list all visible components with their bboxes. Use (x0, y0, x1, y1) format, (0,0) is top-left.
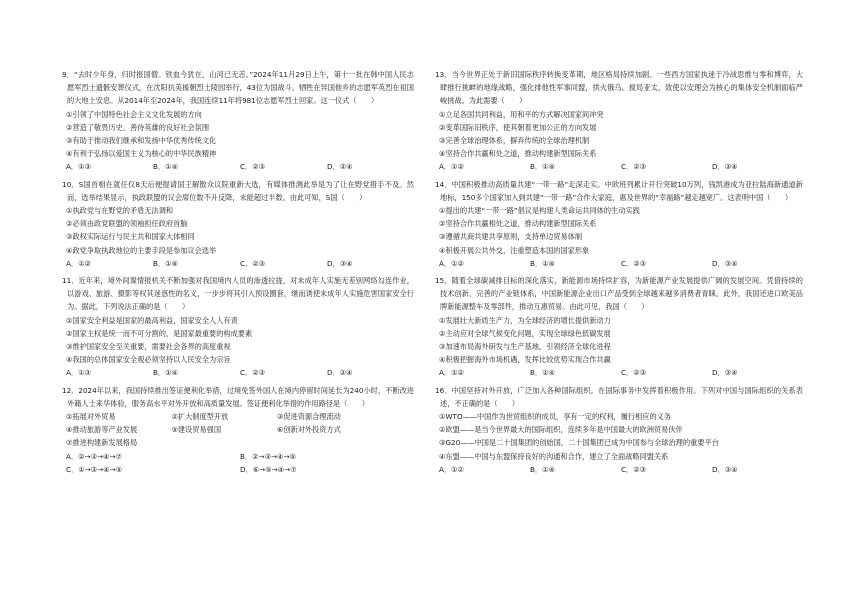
answer-choices (62, 450, 414, 476)
answer-a: A．①③ (66, 162, 91, 172)
answer-c: C．②③ (240, 368, 266, 378)
option: ⑤建设贸易强国 (171, 425, 222, 435)
question-14 (435, 178, 803, 270)
answer-choices (62, 160, 414, 173)
answer-b: B．①④ (530, 258, 556, 268)
question-10 (62, 178, 414, 270)
answer-choices (435, 463, 803, 476)
left-column (62, 68, 414, 480)
option: ①WTO——中国作为世贸组织的成员，享有一定的权利，履行相应的义务 (439, 412, 672, 422)
answer-b: B．①④ (153, 368, 179, 378)
question-stem: 15．随着全球碳减排目标的深化落实，新能源市场持续扩容，为新能源产业发展提供广阔的发展空间。凭借持续的技术创新、完善的产业链体系，中国新能源企业出口产品受到全球越来越多消费者青睐。此外，我国还进口欧美品牌新能源整车及零部件，推动互惠贸易。由此可见，我国（ ） (435, 276, 803, 312)
answer-c: C．②③ (621, 368, 647, 378)
option: ②必须由政党联盟的领袖担任政府首脑 (66, 219, 188, 229)
option: ③促进资源合理流动 (276, 412, 341, 422)
answer-d: D．③④ (712, 162, 738, 172)
answer-a: A．②→③→④→⑦ (66, 451, 122, 461)
option: ②营造了敬畏历史、善待英雄的良好社会氛围 (66, 122, 210, 132)
answer-c: C．②③ (621, 258, 647, 268)
option: ④我国的总体国家安全观必须坚持以人民安全为宗旨 (66, 355, 231, 365)
answer-c: C．②③ (240, 162, 266, 172)
answer-c: C．①→③→④→⑤ (66, 464, 123, 474)
question-stem: 13．当今世界正处于新旧国际秩序转换变革期，地区格局持续加剧。一些西方国家执迷于冷战思维与零和博弈，大肆推行挑衅的地缘战略，强化排他性军事同盟，拱火俄乌、搅局亚太，致使以安理会为核心的集体安全机制面临严峻挑战。为此需要（ ） (435, 70, 803, 106)
answer-d: D．③④ (712, 258, 738, 268)
option: ①提出的共建“一带一路”倡议是构建人类命运共同体的生动实践 (439, 206, 640, 216)
option: ④推动旅游等产业发展 (66, 425, 138, 435)
option-grid (62, 410, 414, 450)
option: ①国家安全利益是国家的最高利益，国家安全人人有责 (66, 315, 238, 325)
question-stem: 10．S国首相在就任仅8天后便提请国王解散众议院重新大选，有媒体推测此举是为了让在野党措手不及。然而，选举结果显示，执政联盟的议会席位数不升反降，未能超过半数。由此可知，S国（ ） (62, 179, 414, 202)
option: ②扩大制度型开放 (171, 412, 229, 422)
option: ②主动应对全球气候变化问题，实现全球绿色低碳发展 (439, 328, 611, 338)
option: ④积极把握海外市场机遇，发挥比较优势实现合作共赢 (439, 355, 611, 365)
answer-b: B．②→③→④→⑤ (240, 451, 296, 461)
answer-a: A．①② (439, 162, 464, 172)
option: ⑥创新对外投资方式 (276, 425, 341, 435)
answer-b: B．①④ (530, 162, 556, 172)
question-13 (435, 68, 803, 174)
option: ①发展壮大新质生产力，为全球经济的增长提供新动力 (439, 315, 611, 325)
question-12 (62, 384, 414, 476)
answer-choices (62, 366, 414, 379)
question-stem: 11．近年来，境外间谍情报机关不断加强对我国境内人员的渗透拉拢，对未成年人实施无差别网络勾连作业，以游戏、旅游、摄影等权其迷惑性的名义，一步步将其引入预设圈套，继而诱使未成年人实施危害国家安全行为。据此，下列说法正确的是（ ） (62, 276, 414, 312)
question-stem: 14．中国积极推动高质量共建“一带一路”走深走实。中欧班列累计开行突破10万列，钱凯港成为亚拉陆海新通道新地标，150多个国家加入到共建“一带一路”合作大家庭，惠及世界的“幸福路”越走越宽广。这表明中国（ ） (435, 179, 803, 202)
option: ③有助于推动我们继承和发扬中华优秀传统文化 (66, 136, 217, 146)
answer-choices (62, 257, 414, 270)
option: ③G20——中国是二十国集团的创始国，二十国集团已成为中国参与全球治理的重要平台 (439, 438, 719, 448)
option: ③遵循共商共建共享原则，支持单边贸易体制 (439, 232, 583, 242)
option: ①执政党与在野党的矛盾无法调和 (66, 206, 174, 216)
question-9 (62, 68, 414, 174)
answer-a: A．①② (439, 464, 464, 474)
answer-b: B．①④ (153, 258, 179, 268)
option: ③完善全球治理体系，摒弃传统的全球治理机制 (439, 136, 590, 146)
question-11 (62, 274, 414, 380)
option: ③维护国家安全至关重要，需要社会各界的高度重视 (66, 342, 231, 352)
right-column (435, 68, 803, 480)
answer-choices (435, 257, 803, 270)
option: ①立足各国共同利益，用和平的方式解决国家间冲突 (439, 109, 604, 119)
question-16 (435, 384, 803, 476)
option: ④东盟——中国与东盟保持良好的沟通和合作，建立了全面战略同盟关系 (439, 451, 669, 461)
answer-d: D．③④ (712, 464, 738, 474)
option: ②坚持合作共赢相处之道，推动构建新型国际关系 (439, 219, 597, 229)
question-stem: 16．中国坚持对外开放，广泛加入各种国际组织，在国际事务中发挥着积极作用。下列对中国与国际组织的关系表述，不正确的是（ ） (435, 385, 803, 408)
answer-c: C．②③ (240, 258, 266, 268)
option: ③政权实际运行与民主共和国家大体相同 (66, 232, 195, 242)
answer-a: A．①② (439, 368, 464, 378)
answer-a: A．①③ (66, 368, 91, 378)
answer-c: C．②③ (621, 464, 647, 474)
answer-a: A．①② (439, 258, 464, 268)
option: ⑦推进构建新发展格局 (66, 438, 138, 448)
option: ①引领了中国特色社会主义文化发展的方向 (66, 109, 202, 119)
option: ②欧盟——是当今世界最大的国际组织，连续多年是中国最大的欧洲贸易伙伴 (439, 425, 683, 435)
answer-d: D．③④ (712, 368, 738, 378)
answer-choices (435, 366, 803, 379)
answer-d: D．②④ (327, 368, 353, 378)
answer-b: B．①④ (530, 464, 556, 474)
option: ④有利于弘扬以爱国主义为核心的中华民族精神 (66, 149, 217, 159)
question-stem: 12．2024年以来，我国持续推出签证便利化举措，过境免签外国人在境内停留时间延长为240小时，不断改进外籍人士来华体验，服务高水平对外开放和高质量发展。签证便利化举措的作用路径是（ ） (62, 385, 414, 408)
answer-b: B．①④ (153, 162, 179, 172)
question-15 (435, 274, 803, 380)
answer-choices (435, 160, 803, 173)
option: ④积极开展公共外交，注重塑造本国的国家形象 (439, 245, 590, 255)
answer-d: D．②④ (327, 162, 353, 172)
option: ③加速布局海外研发与生产基地，引领经济全球化进程 (439, 342, 611, 352)
answer-b: B．①④ (530, 368, 556, 378)
answer-c: C．②③ (621, 162, 647, 172)
answer-d: D．③④ (327, 258, 353, 268)
option: ①拓展对外贸易 (66, 412, 116, 422)
option: ④坚持合作共赢和处之道，推动构建新型国际关系 (439, 149, 597, 159)
option: ②国家主权是统一而不可分割的，是国家最重要的构成要素 (66, 328, 253, 338)
option: ②变革国际旧秩序，使其朝着更加公正的方向发展 (439, 122, 597, 132)
question-stem: 9．“去时少年身，归时报国僧。铁血今犹在，山河已无恙。”2024年11月29日上午，第十一批在韩中国人民志愿军烈士遗骸安葬仪式，在沈阳抗美援朝烈士陵园举行，43位为国战斗、牺牲在异国他乡的志愿军英烈在祖国的大地上安息。从2014年至2024年，我国连续11年将981位志愿军烈士回家。这一仪式（ ） (62, 70, 414, 106)
answer-a: A．①② (66, 258, 91, 268)
option: ④政党争取执政地位的主要手段是参加议会选举 (66, 245, 217, 255)
answer-d: D．⑥→⑤→④→⑦ (240, 464, 297, 474)
